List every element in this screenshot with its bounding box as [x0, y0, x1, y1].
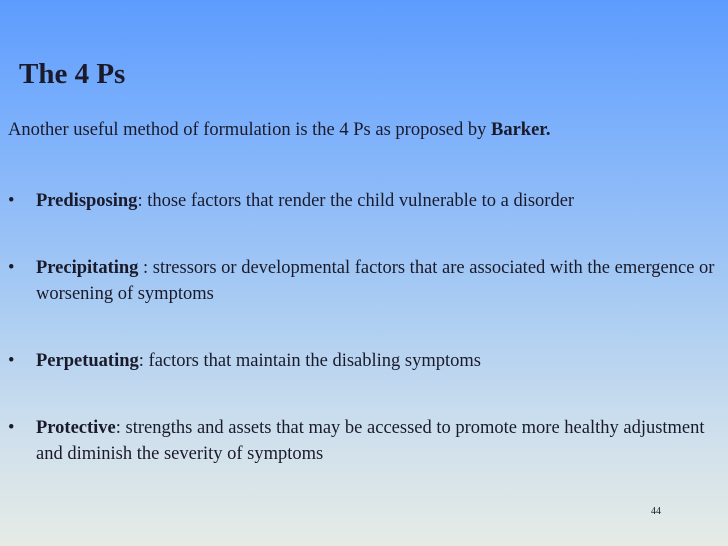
bullet-term: Precipitating [36, 258, 139, 278]
bullet-text: : factors that maintain the disabling symptoms [138, 351, 481, 371]
page-number: 44 [651, 506, 661, 517]
bullet-term: Protective [36, 418, 116, 438]
bullet-list [8, 188, 718, 508]
intro-paragraph [8, 118, 550, 142]
bullet-protective [8, 415, 718, 467]
bullet-icon: • [8, 258, 15, 278]
slide-title: The 4 Ps [19, 58, 126, 90]
intro-author: Barker. [491, 120, 551, 140]
bullet-term: Perpetuating [36, 351, 139, 371]
bullet-icon: • [8, 191, 15, 211]
bullet-perpetuating [8, 348, 718, 374]
bullet-text: : those factors that render the child vulnerable to a disorder [137, 191, 575, 211]
bullet-icon: • [8, 351, 15, 371]
bullet-predisposing [8, 188, 718, 214]
bullet-text: : strengths and assets that may be accessed to promote more healthy adjustment and diminish the severity of symptoms [36, 418, 705, 464]
bullet-precipitating [8, 255, 718, 307]
bullet-term: Predisposing [36, 191, 138, 211]
bullet-text: : stressors or developmental factors that are associated with the emergence or worsening of symptoms [36, 258, 715, 304]
intro-text: Another useful method of formulation is the 4 Ps as proposed by [8, 120, 491, 140]
bullet-icon: • [8, 418, 15, 438]
